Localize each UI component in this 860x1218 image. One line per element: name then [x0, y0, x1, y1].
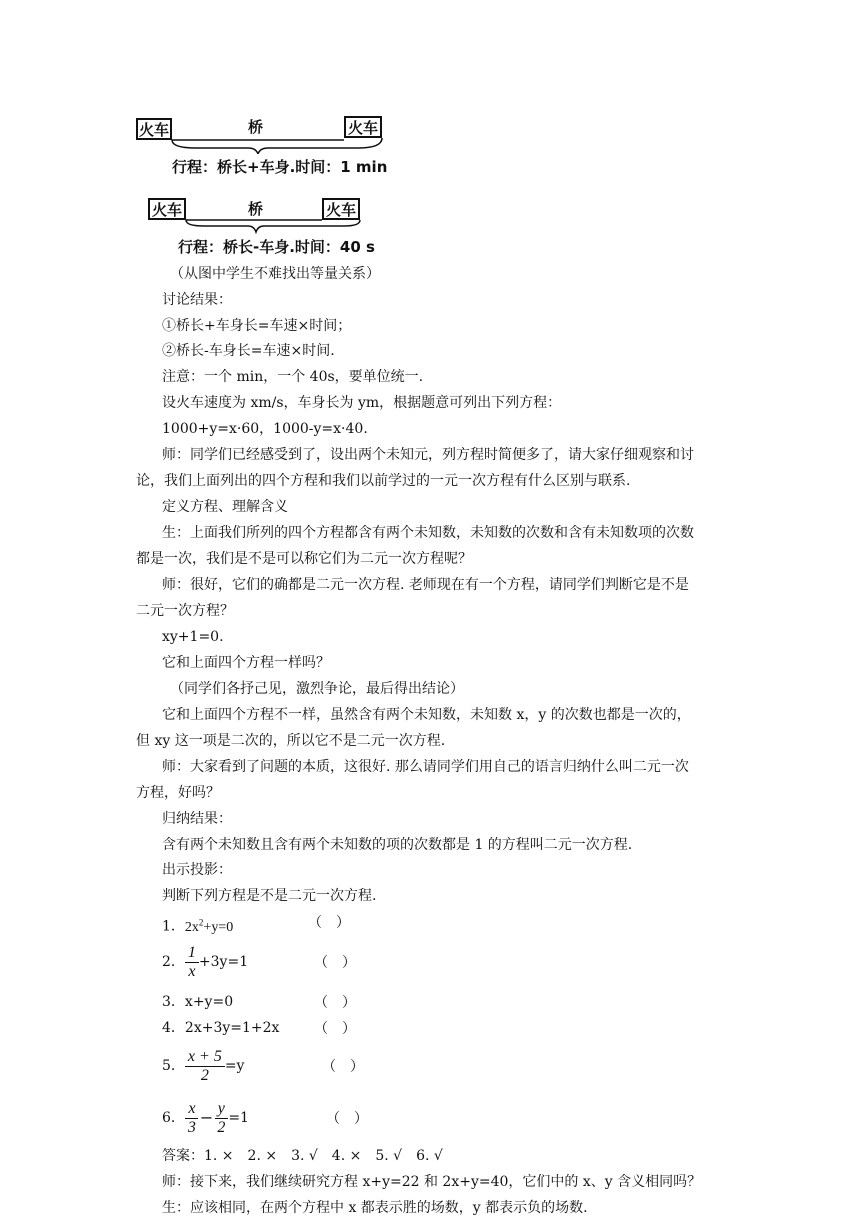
train-box-right: 火车 — [322, 198, 360, 220]
text-line: ①桥长+车身长=车速×时间； — [162, 318, 352, 334]
bridge-label: 桥 — [248, 118, 264, 136]
answer-blank: （ ） — [322, 1059, 364, 1075]
answer-blank: （ ） — [326, 1111, 368, 1127]
exercise-1: 1．$2x^2+y=0$ — [162, 917, 234, 935]
answer-blank: （ ） — [314, 1021, 356, 1037]
answer-blank: （ ） — [314, 995, 356, 1011]
text-line: 二元一次方程？ — [136, 603, 234, 619]
text-line: 讨论结果： — [162, 292, 232, 308]
exercise-5: 5． $\frac{x + 5}{2}$ =y — [162, 1047, 245, 1084]
text-line: 生：上面我们所列的四个方程都含有两个未知数，未知数的次数和含有未知数项的次数 — [162, 525, 694, 541]
text-line: 判断下列方程是不是二元一次方程. — [162, 888, 377, 904]
exercise-4: 4．2x+3y=1+2x — [162, 1020, 280, 1036]
text-line: 师：很好，它们的确都是二元一次方程. 老师现在有一个方程，请同学们判断它是不是 — [162, 577, 689, 593]
text-line: 都是一次，我们是不是可以称它们为二元一次方程呢？ — [136, 551, 472, 567]
exercise-2: 2． $\frac{1}{x}$ +3y=1 — [162, 943, 249, 980]
bridge-brace — [148, 196, 388, 236]
text-line: 1000+y=x·60，1000-y=x·40. — [162, 421, 368, 437]
train-box-left: 火车 — [148, 198, 186, 220]
text-line: 答案：1. × 2. × 3. √ 4. × 5. √ 6. √ — [162, 1148, 443, 1164]
text-line: 归纳结果： — [162, 811, 232, 827]
text-line: 师：同学们已经感受到了，设出两个未知元，列方程时简便多了，请大家仔细观察和讨 — [162, 447, 694, 463]
train-bridge-diagram-1 — [136, 114, 396, 180]
text-line: xy+1=0. — [162, 629, 224, 645]
bridge-label: 桥 — [248, 200, 264, 218]
exercise-3: 3．x+y=0 — [162, 994, 234, 1010]
text-line: 生：应该相同，在两个方程中 x 都表示胜的场数，y 都表示负的场数. — [162, 1200, 588, 1216]
train-bridge-diagram-2 — [148, 196, 388, 262]
text-line: （同学们各抒己见，激烈争论，最后得出结论） — [170, 681, 464, 697]
text-line: 出示投影： — [162, 862, 232, 878]
fraction: $\frac{x + 5}{2}$ — [185, 1048, 225, 1085]
text-line: 它和上面四个方程不一样，虽然含有两个未知数，未知数 x，y 的次数也都是一次的， — [162, 707, 691, 723]
text-line: 定义方程、理解含义 — [162, 499, 288, 515]
exercise-6: 6． $\frac{x}{3}$ − $\frac{y}{2}$ =1 — [162, 1099, 249, 1136]
text-line: 它和上面四个方程一样吗？ — [162, 655, 330, 671]
text-line: 师：大家看到了问题的本质，这很好. 那么请同学们用自己的语言归纳什么叫二元一次 — [162, 759, 689, 775]
text-line: 师：接下来，我们继续研究方程 x+y=22 和 2x+y=40，它们中的 x、y 含义相同吗？ — [162, 1174, 702, 1190]
train-box-left: 火车 — [136, 118, 172, 140]
fraction: $\frac{1}{x}$ — [185, 944, 199, 981]
bridge-brace — [136, 114, 396, 154]
answer-blank: （ ） — [308, 915, 350, 931]
text-line: 论，我们上面列出的四个方程和我们以前学过的一元一次方程有什么区别与联系. — [136, 473, 631, 489]
text-line: ②桥长-车身长=车速×时间. — [162, 343, 335, 359]
fraction: $\frac{x}{3}$ — [185, 1100, 199, 1137]
diagram2-caption: 行程：桥长-车身.时间：40 s — [178, 238, 375, 256]
text-line: （从图中学生不难找出等量关系） — [170, 266, 380, 282]
text-line: 设火车速度为 xm/s，车身长为 ym，根据题意可列出下列方程： — [162, 395, 562, 411]
text-line: 含有两个未知数且含有两个未知数的项的次数都是 1 的方程叫二元一次方程. — [162, 837, 633, 853]
text-line: 但 xy 这一项是二次的，所以它不是二元一次方程. — [136, 733, 446, 749]
fraction: $\frac{y}{2}$ — [214, 1100, 228, 1137]
answer-blank: （ ） — [314, 955, 356, 971]
train-box-right: 火车 — [344, 116, 382, 138]
text-line: 方程，好吗？ — [136, 785, 220, 801]
diagram1-caption: 行程：桥长+车身.时间：1 min — [172, 158, 388, 176]
text-line: 注意：一个 min，一个 40s，要单位统一. — [162, 369, 424, 385]
